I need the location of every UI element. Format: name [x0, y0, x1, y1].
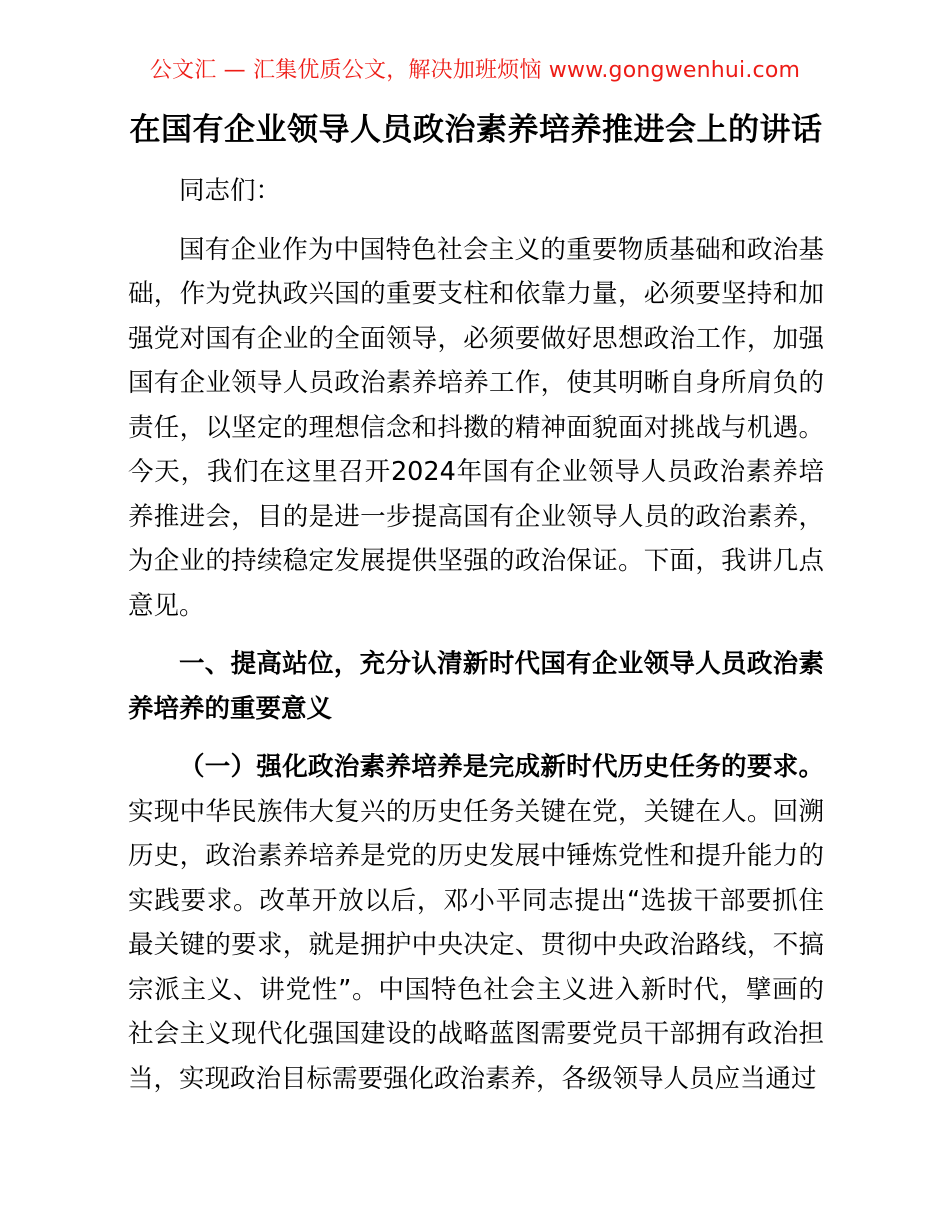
site-watermark-banner — [0, 56, 950, 86]
subsection-1-body: 实现中华民族伟大复兴的历史任务关键在党，关键在人。回溯历史，政治素养培养是党的历史发展中锤炼党性和提升能力的实践要求。改革开放以后，邓小平同志提出“选拔干部要抓住最关键的要求，就是拥护中央决定、贯彻中央政治路线，不搞宗派主义、讲党性”。中国特色社会主义进入新时代，擘画的社会主义现代化强国建设的战略蓝图需要党员干部拥有政治担当，实现政治目标需要强化政治素养，各级领导人员应当通过 — [128, 796, 824, 1094]
section-heading-1: 一、提高站位，充分认清新时代国有企业领导人员政治素养培养的重要意义 — [128, 649, 824, 724]
document-body — [128, 108, 824, 1105]
intro-paragraph: 国有企业作为中国特色社会主义的重要物质基础和政治基础，作为党执政兴国的重要支柱和依靠力量，必须要坚持和加强党对国有企业的全面领导，必须要做好思想政治工作，加强国有企业领导人员政治素养培养工作，使其明晰自身所肩负的责任，以坚定的理想信念和抖擞的精神面貌面对挑战与机遇。今天，我们在这里召开2024年国有企业领导人员政治素养培养推进会，目的是进一步提高国有企业领导人员的政治素养，为企业的持续稳定发展提供坚强的政治保证。下面，我讲几点意见。 — [128, 234, 824, 621]
site-watermark-text: 公文汇 — 汇集优质公文，解决加班烦恼 www.gongwenhui.com — [149, 58, 801, 83]
salutation: 同志们： — [179, 176, 282, 206]
subsection-1-lead: （一）强化政治素养培养是完成新时代历史任务的要求。 — [179, 752, 824, 782]
subsection-1-paragraph — [128, 745, 824, 1101]
page-title: 在国有企业领导人员政治素养培养推进会上的讲话 — [129, 112, 823, 148]
